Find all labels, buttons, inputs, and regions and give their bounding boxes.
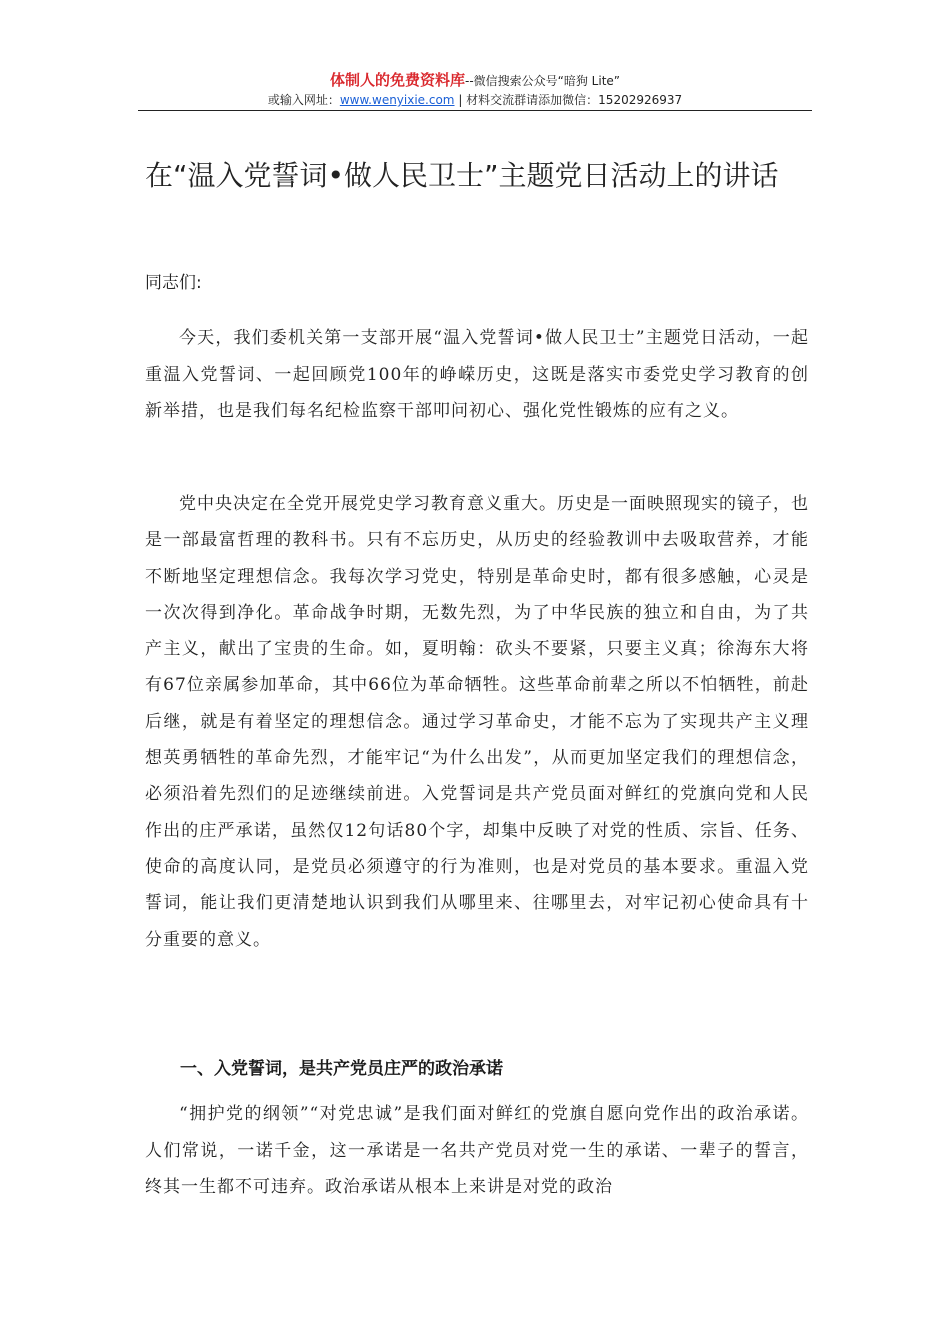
header-url-link[interactable]: www.wenyixie.com [339,93,455,107]
paragraph-2: 党中央决定在全党开展党史学习教育意义重大。历史是一面映照现实的镜子，也是一部最富哲理的教科书。只有不忘历史，从历史的经验教训中去吸取营养，才能不断地坚定理想信念。我每次学习党史，特别是革命史时，都有很多感触，心灵是一次次得到净化。革命战争时期，无数先烈，为了中华民族的独立和自由，为了共产主义，献出了宝贵的生命。如，夏明翰：砍头不要紧，只要主义真；徐海东大将有67位亲属参加革命，其中66位为革命牺牲。这些革命前辈之所以不怕牺牲，前赴后继，就是有着坚定的理想信念。通过学习革命史，才能不忘为了实现共产主义理想英勇牺牲的革命先烈，才能牢记“为什么出发”，从而更加坚定我们的理想信念，必须沿着先烈们的足迹继续前进。入党誓词是共产党员面对鲜红的党旗向党和人民作出的庄严承诺，虽然仅12句话80个字，却集中反映了对党的性质、宗旨、任务、使命的高度认同，是党员必须遵守的行为准则，也是对党员的基本要求。重温入党誓词，能让我们更清楚地认识到我们从哪里来、往哪里去，对牢记初心使命具有十分重要的意义。 [145,494,809,950]
header-url-line [138,91,812,109]
header-brand: 体制人的免费资料库 [329,71,465,89]
page-header [138,70,812,109]
header-contact: | 材料交流群请添加微信：15202926937 [454,93,683,107]
document-title: 在“温入党誓词•做人民卫士”主题党日活动上的讲话 [145,159,779,192]
header-divider [138,110,812,111]
greeting: 同志们: [145,273,202,293]
section-paragraph: “拥护党的纲领”“对党忠诚”是我们面对鲜红的党旗自愿向党作出的政治承诺。人们常说，一诺千金，这一承诺是一名共产党员对党一生的承诺、一辈子的誓言，终其一生都不可违弃。政治承诺从根本上来讲是对党的政治 [145,1104,809,1197]
header-brand-line [138,70,812,91]
header-tagline: --微信搜索公众号“暗狗 Lite” [464,74,621,88]
header-url-prefix: 或输入网址： [267,93,340,107]
section-heading: 一、入党誓词，是共产党员庄严的政治承诺 [180,1059,503,1079]
paragraph-1: 今天，我们委机关第一支部开展“温入党誓词•做人民卫士”主题党日活动，一起重温入党誓词、一起回顾党100年的峥嵘历史，这既是落实市委党史学习教育的创新举措，也是我们每名纪检监察干部叩问初心、强化党性锻炼的应有之义。 [145,328,809,421]
